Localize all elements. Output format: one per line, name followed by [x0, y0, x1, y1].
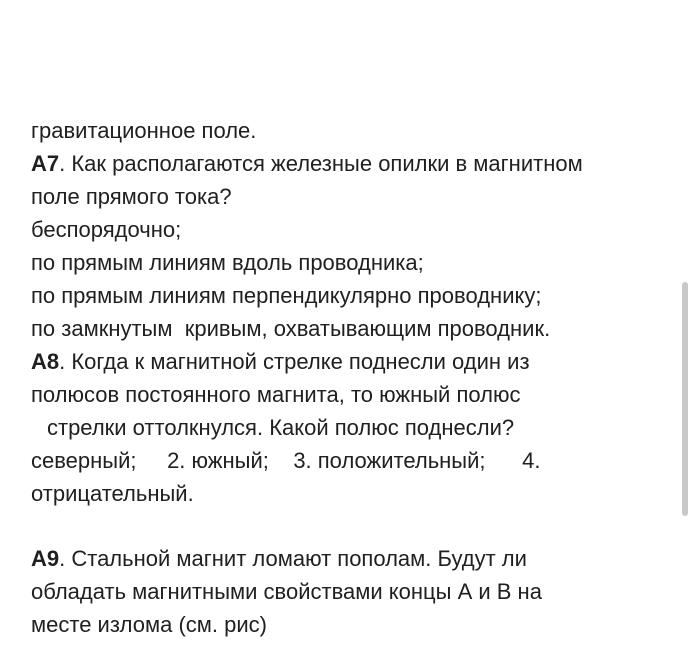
text-line: поле прямого тока?	[31, 184, 232, 209]
question-a8	[31, 345, 671, 378]
text-line: гравитационное поле.	[31, 118, 257, 143]
text-line: месте излома (см. рис)	[31, 612, 267, 637]
question-label-a7: А7	[31, 151, 60, 176]
text-line: полюсов постоянного магнита, то южный полюс	[31, 382, 521, 407]
text-line: стрелки оттолкнулся. Какой полюс поднесли?	[47, 415, 515, 440]
answer-options-line: северный; 2. южный; 3. положительный; 4.	[31, 448, 541, 473]
document-text	[31, 114, 671, 641]
question-label-a9: А9	[31, 546, 60, 571]
answer-option: беспорядочно;	[31, 217, 182, 242]
question-label-a8: А8	[31, 349, 60, 374]
scrollbar[interactable]	[682, 282, 688, 516]
question-text-a9: . Стальной магнит ломают пополам. Будут ли	[59, 546, 527, 571]
question-a9	[31, 542, 671, 575]
answer-option: по прямым линиям вдоль проводника;	[31, 250, 424, 275]
text-line: обладать магнитными свойствами концы А и В на	[31, 579, 542, 604]
answer-option: по замкнутым кривым, охватывающим проводник.	[31, 316, 551, 341]
question-text-a8: . Когда к магнитной стрелке поднесли один из	[59, 349, 530, 374]
answer-option: по прямым линиям перпендикулярно проводнику;	[31, 283, 542, 308]
question-text-a7: . Как располагаются железные опилки в магнитном	[59, 151, 583, 176]
answer-option: отрицательный.	[31, 481, 194, 506]
question-a7	[31, 147, 671, 180]
paragraph-gap	[31, 510, 671, 542]
